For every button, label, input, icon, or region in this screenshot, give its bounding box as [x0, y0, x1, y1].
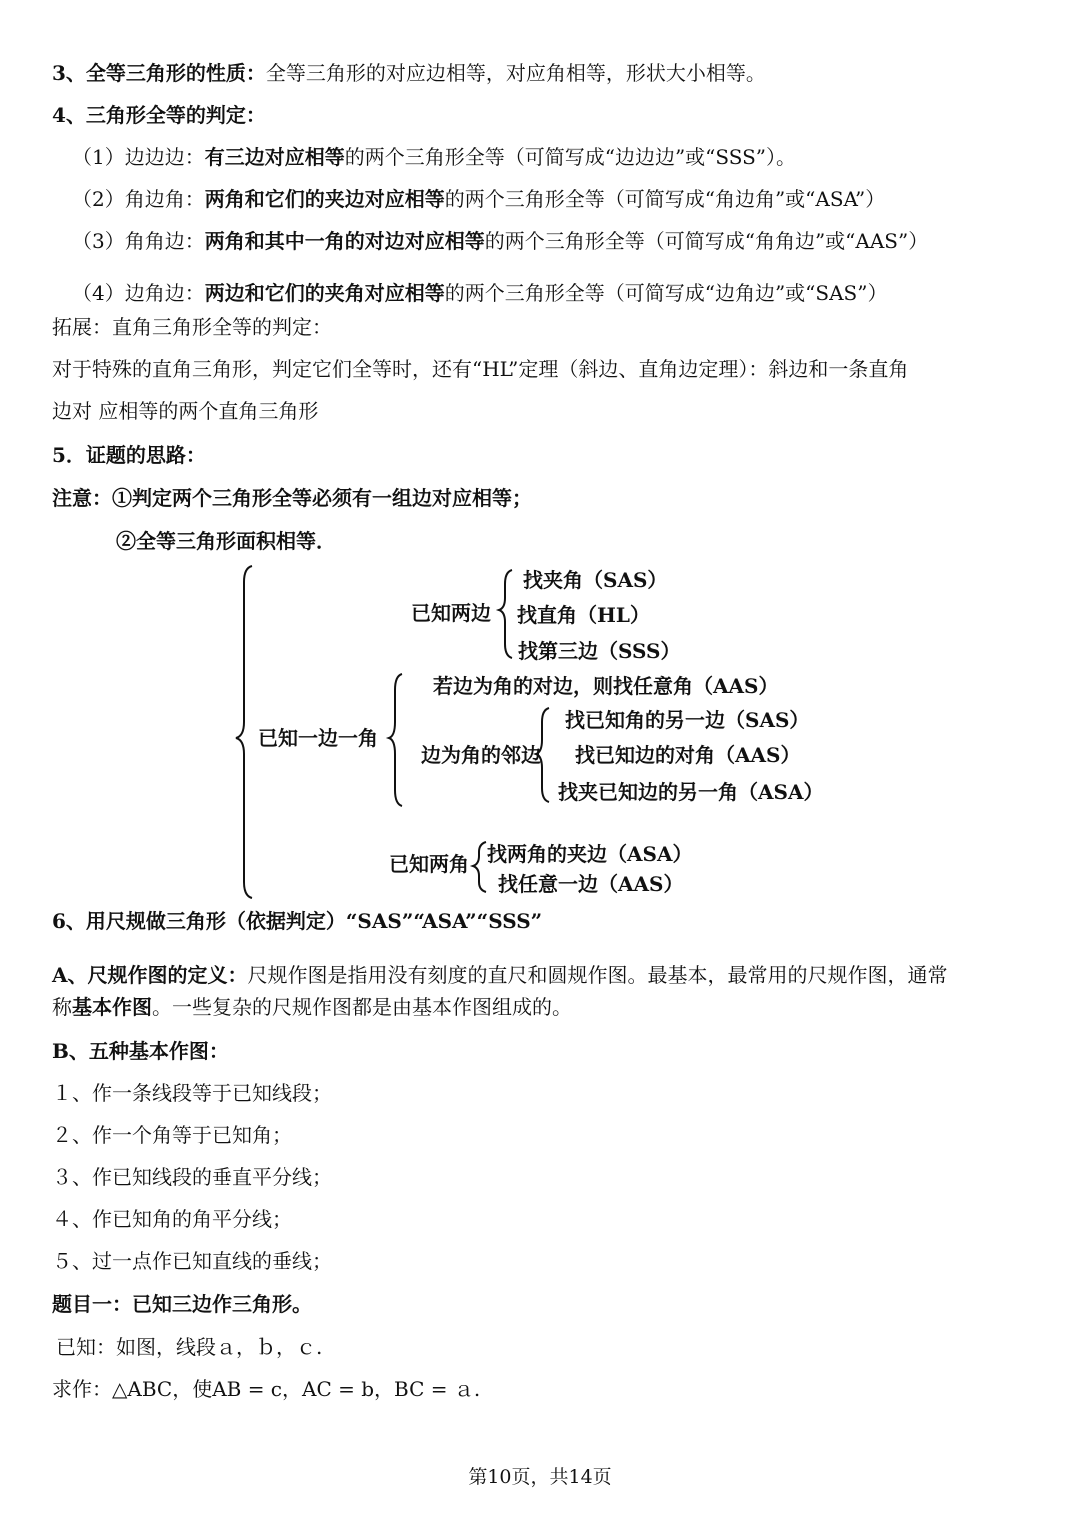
criterion-name: 边边边：	[124, 145, 205, 169]
known-two-angles: 已知两角	[389, 852, 469, 876]
definition-text: 。一些复杂的尺规作图都是由基本作图组成的。	[152, 995, 572, 1019]
criterion-num: （3）	[72, 229, 125, 253]
adjacent-item: 找夹已知边的另一角（ASA）	[558, 780, 824, 804]
construction-item: １、作一条线段等于已知线段；	[52, 1081, 332, 1105]
criterion-bold: 两角和它们的夹边对应相等	[204, 187, 445, 211]
note-2: ②全等三角形面积相等．	[116, 529, 336, 553]
construction-item: ２、作一个角等于已知角；	[52, 1123, 292, 1147]
problem-title: 题目一：已知三边作三角形。	[52, 1292, 312, 1316]
extension-line-1: 对于特殊的直角三角形，判定它们全等时，还有“HL”定理（斜边、直角边定理）：斜边和一条直角	[52, 357, 909, 381]
two-sides-item: 找夹角（SAS）	[523, 568, 668, 592]
basic-construction-term: 基本作图	[72, 995, 152, 1019]
two-angles-brace	[473, 842, 486, 892]
known-two-sides: 已知两边	[411, 601, 491, 625]
extension-title: 拓展：直角三角形全等的判定：	[52, 315, 332, 339]
two-sides-brace	[499, 570, 512, 658]
criterion-num: （2）	[72, 187, 125, 211]
definition-line-2	[52, 993, 572, 1021]
basic-constructions-heading: B、五种基本作图：	[52, 1039, 229, 1063]
section6-heading: 6、用尺规做三角形（依据判定）“SAS”“ASA”“SSS”	[52, 909, 543, 933]
side-angle-brace	[389, 674, 402, 806]
criterion-rest: 的两个三角形全等（可简写成“边边边”或“SSS”）。	[344, 145, 797, 169]
given-statement: 已知：如图，线段ａ，ｂ，ｃ.	[56, 1335, 323, 1359]
criterion-rest: 的两个三角形全等（可简写成“角角边”或“AAS”）	[484, 229, 929, 253]
criterion-name: 边角边：	[124, 281, 205, 305]
adjacent-item: 找已知边的对角（AAS）	[575, 743, 801, 767]
criterion-name: 角角边：	[124, 229, 205, 253]
section3-heading: 3、全等三角形的性质：	[52, 61, 266, 85]
section5-heading: 5．证题的思路：	[52, 443, 206, 467]
construction-item: ５、过一点作已知直线的垂线；	[52, 1249, 332, 1273]
criterion-rest: 的两个三角形全等（可简写成“边角边”或“SAS”）	[444, 281, 888, 305]
definition-text: 称	[52, 995, 72, 1019]
adjacent-item: 找已知角的另一边（SAS）	[565, 708, 810, 732]
two-sides-item: 找第三边（SSS）	[518, 639, 681, 663]
criterion-bold: 有三边对应相等	[204, 145, 345, 169]
opposite-case: 若边为角的对边，则找任意角（AAS）	[433, 674, 779, 698]
definition-line-1	[52, 961, 948, 989]
construction-item: ４、作已知角的角平分线；	[52, 1207, 292, 1231]
definition-heading: A、尺规作图的定义：	[52, 963, 248, 987]
note-1: 注意：①判定两个三角形全等必须有一组边对应相等；	[52, 486, 532, 510]
known-side-angle: 已知一边一角	[258, 726, 378, 750]
two-angles-item: 找任意一边（AAS）	[498, 872, 684, 896]
definition-body: 尺规作图是指用没有刻度的直尺和圆规作图。最基本，最常用的尺规作图，通常	[247, 963, 948, 987]
criterion-bold: 两角和其中一角的对边对应相等	[204, 229, 485, 253]
criterion-name: 角边角：	[124, 187, 205, 211]
outer-brace	[236, 566, 252, 898]
construction-item: ３、作已知线段的垂直平分线；	[52, 1165, 332, 1189]
two-angles-item: 找两角的夹边（ASA）	[487, 842, 693, 866]
extension-line-2: 边对 应相等的两个直角三角形	[52, 399, 319, 423]
section3-body: 全等三角形的对应边相等，对应角相等，形状大小相等。	[265, 61, 766, 85]
criterion-num: （1）	[72, 145, 125, 169]
two-sides-item: 找直角（HL）	[517, 603, 650, 627]
criterion-rest: 的两个三角形全等（可简写成“角边角”或“ASA”）	[444, 187, 886, 211]
criterion-num: （4）	[72, 281, 125, 305]
construct-statement: 求作：△ABC，使AB = c，AC = b，BC = ａ.	[52, 1377, 481, 1401]
adjacent-case: 边为角的邻边	[421, 743, 541, 767]
page-number: 第10页，共14页	[468, 1466, 612, 1488]
section4-heading: 4、三角形全等的判定：	[52, 103, 266, 127]
criterion-bold: 两边和它们的夹角对应相等	[204, 281, 445, 305]
